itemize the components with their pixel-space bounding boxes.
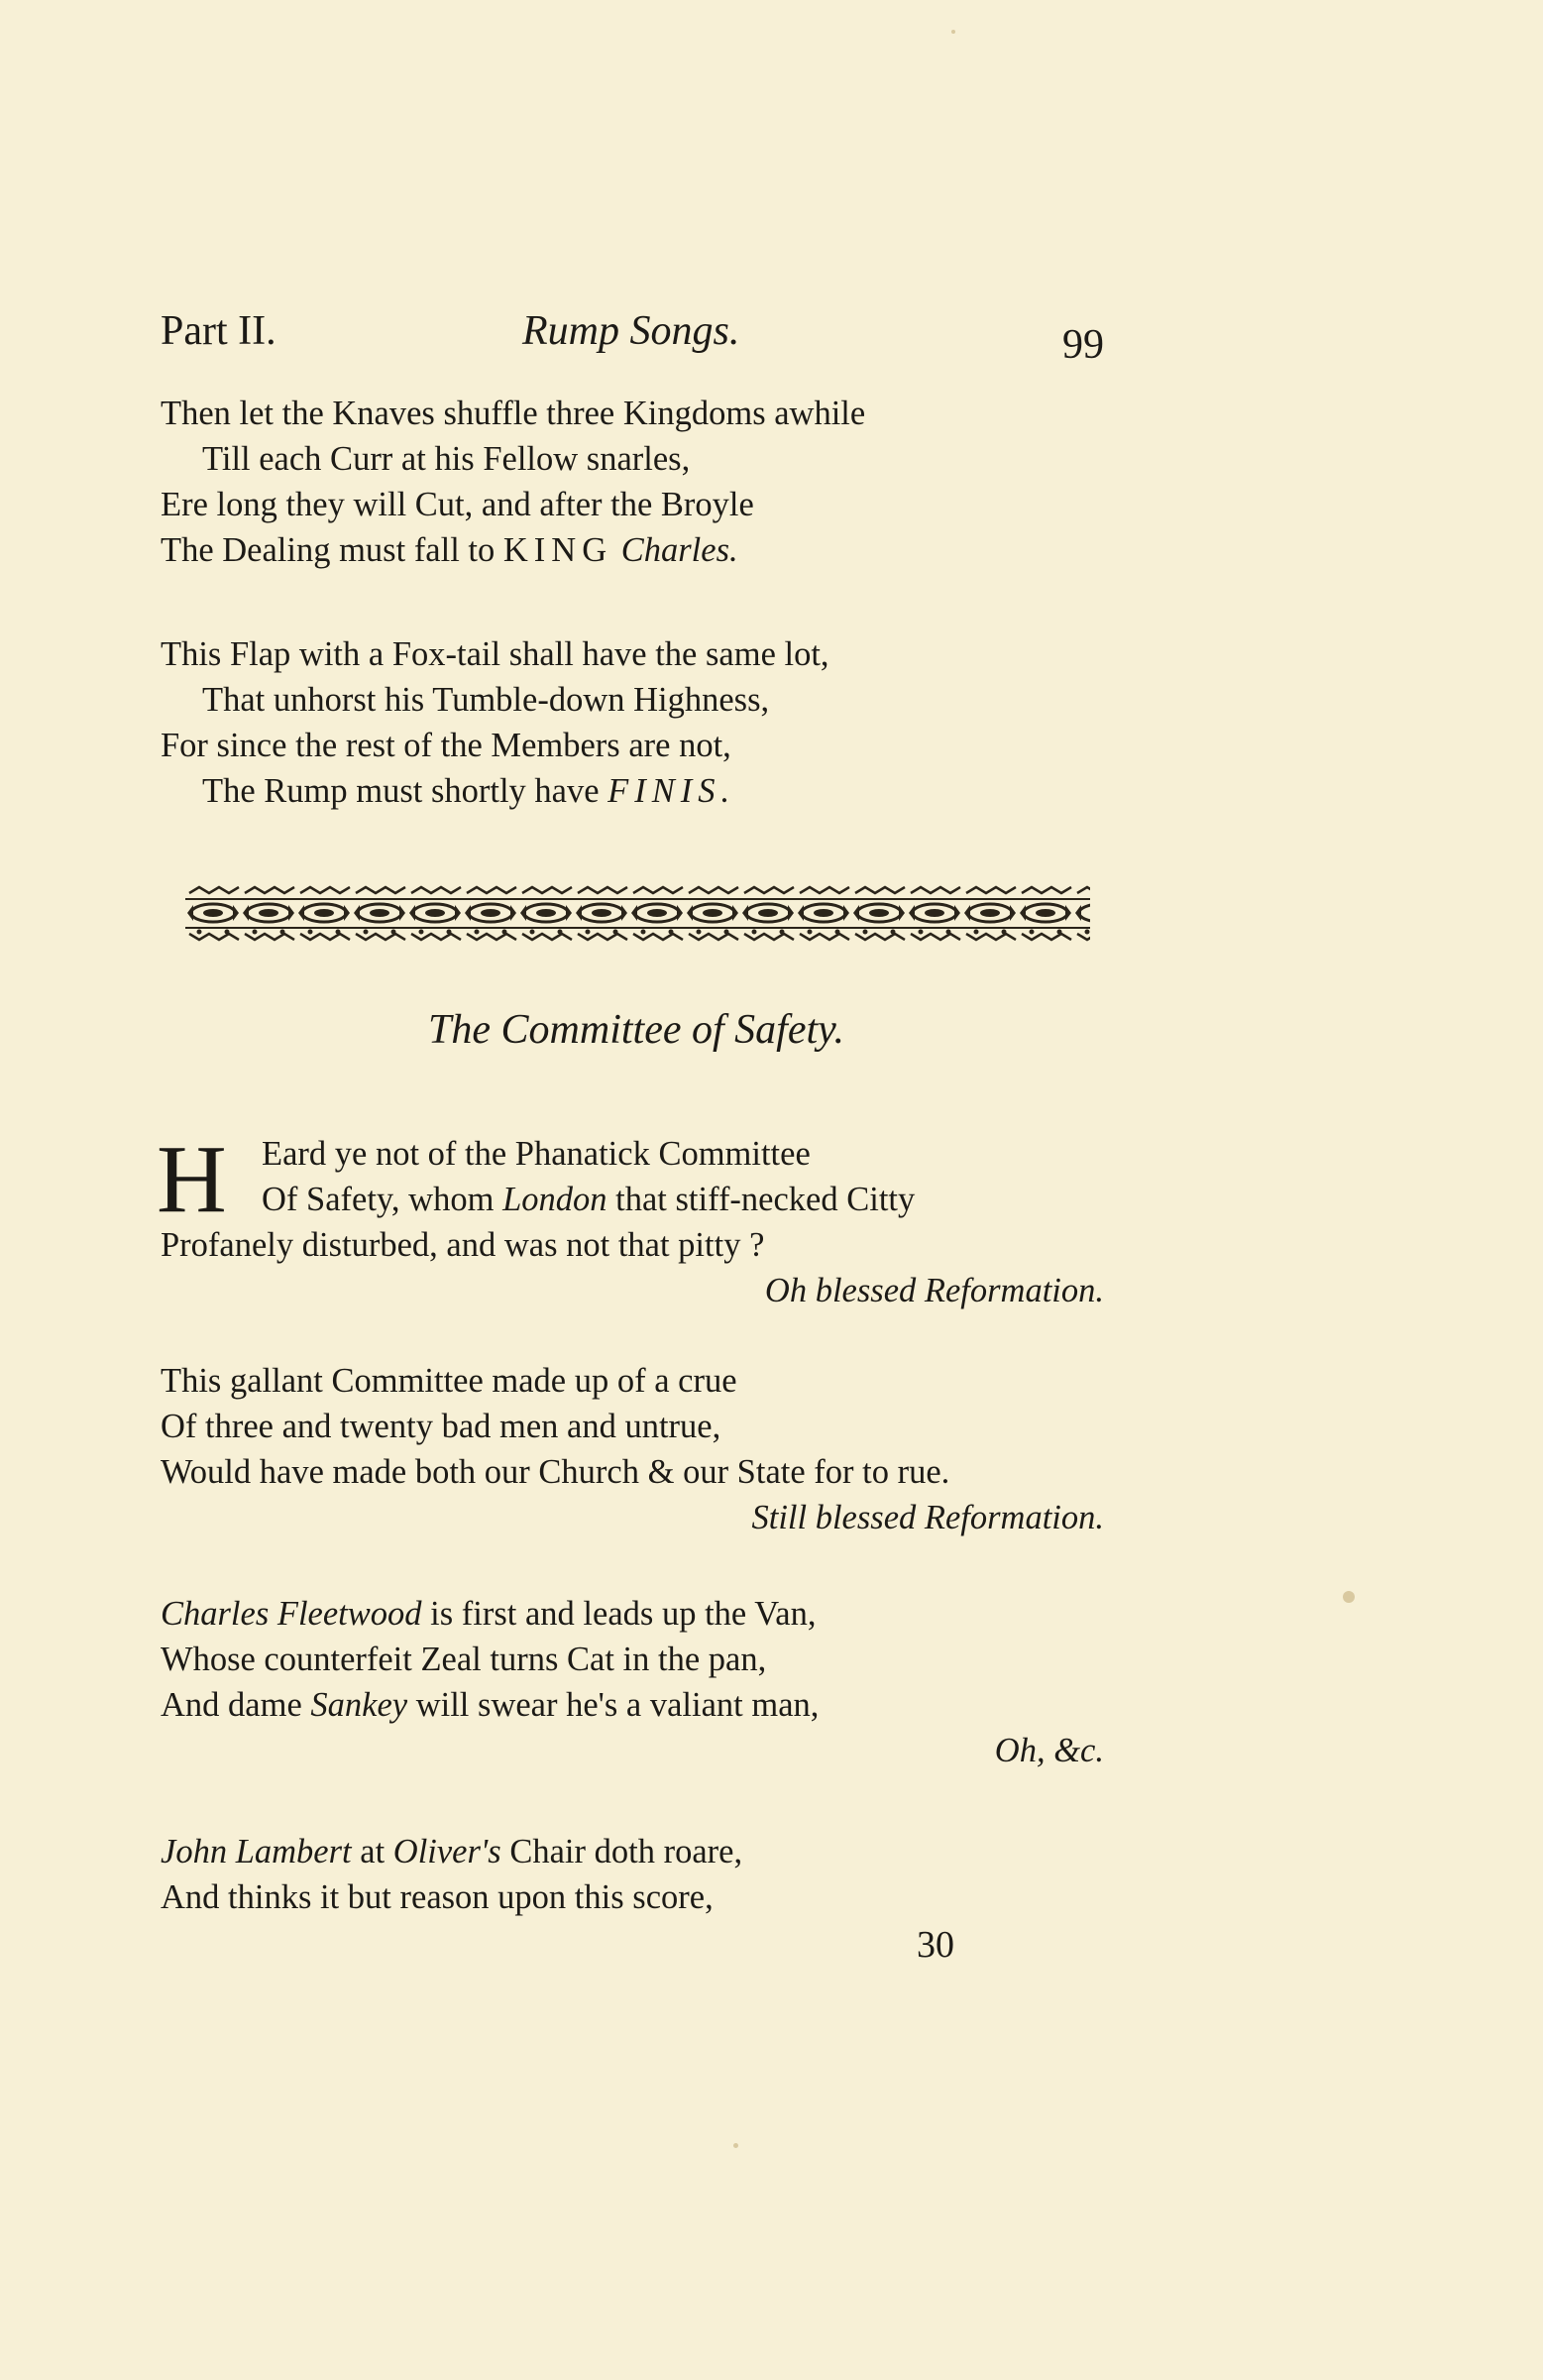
ornament-border	[185, 885, 1090, 942]
verse-text-italic: Sankey	[310, 1686, 408, 1724]
verse-line	[161, 768, 1112, 814]
verse-line	[161, 1177, 1112, 1222]
verse-line	[161, 1682, 1112, 1728]
verse-text: Of Safety, whom	[262, 1181, 503, 1218]
signature-mark: 30	[917, 1924, 954, 1966]
stanza-2	[161, 631, 1112, 814]
verse-text: And dame	[161, 1686, 311, 1724]
verse-line	[161, 527, 1112, 573]
verse-text: is first and leads up the Van,	[421, 1595, 817, 1633]
verse-text: will swear he's a valiant man,	[407, 1686, 820, 1724]
verse-text: The Rump must shortly have	[202, 772, 608, 810]
verse-line: Of three and twenty bad men and untrue,	[161, 1408, 721, 1445]
paper-speck	[1343, 1591, 1355, 1603]
verse-line: Then let the Knaves shuffle three Kingdoms awhile	[161, 395, 866, 432]
verse-line: And thinks it but reason upon this score,	[161, 1878, 714, 1916]
verse-text: at	[351, 1833, 393, 1870]
verse-line: Till each Curr at his Fellow snarles,	[202, 440, 691, 478]
verse-text-italic: John Lambert	[161, 1833, 352, 1870]
stanza-4	[161, 1358, 1112, 1540]
paper-speck	[951, 30, 955, 34]
verse-text: Chair doth roare,	[500, 1833, 743, 1870]
verse-line: This Flap with a Fox-tail shall have the same lot,	[161, 635, 829, 673]
drop-cap: H	[157, 1126, 227, 1233]
stanza-5	[161, 1591, 1112, 1773]
verse-text: The Dealing must fall to	[161, 531, 503, 569]
refrain-line: Oh blessed Reformation.	[764, 1272, 1104, 1309]
verse-line: Whose counterfeit Zeal turns Cat in the pan,	[161, 1641, 767, 1678]
song-title: The Committee of Safety.	[428, 1007, 844, 1053]
verse-text-spaced: KING	[502, 531, 613, 569]
verse-text-italic: Oliver's	[392, 1833, 501, 1870]
verse-text: that stiff-necked Citty	[606, 1181, 916, 1218]
verse-line	[161, 1591, 1112, 1637]
stanza-1	[161, 391, 1112, 573]
verse-text-italic: Charles.	[620, 531, 738, 569]
refrain-line: Oh, &c.	[994, 1732, 1104, 1769]
running-header	[161, 297, 1112, 367]
page-number: 99	[1062, 322, 1104, 368]
stanza-3	[157, 1126, 1112, 1313]
verse-line: Would have made both our Church & our State for to rue.	[161, 1453, 950, 1491]
verse-line: That unhorst his Tumble-down Highness,	[202, 681, 770, 719]
verse-text-italic: Charles Fleetwood	[161, 1595, 422, 1633]
verse-text: Eard ye not of the Phanatick Committee	[262, 1135, 811, 1173]
paper-speck	[733, 2143, 738, 2148]
verse-line: Ere long they will Cut, and after the Broyle	[161, 486, 754, 523]
part-label: Part II.	[161, 308, 276, 354]
verse-text-italic: London	[502, 1181, 607, 1218]
running-title: Rump Songs.	[522, 308, 740, 354]
refrain-line: Still blessed Reformation.	[751, 1499, 1104, 1536]
verse-line: Profanely disturbed, and was not that pitty ?	[161, 1226, 765, 1264]
verse-text-italic: FINIS.	[607, 772, 736, 810]
verse-line: This gallant Committee made up of a crue	[161, 1362, 737, 1400]
verse-text	[612, 531, 621, 569]
verse-line	[161, 1829, 1112, 1874]
verse-line: For since the rest of the Members are not,	[161, 727, 731, 764]
stanza-6	[161, 1829, 1112, 1920]
